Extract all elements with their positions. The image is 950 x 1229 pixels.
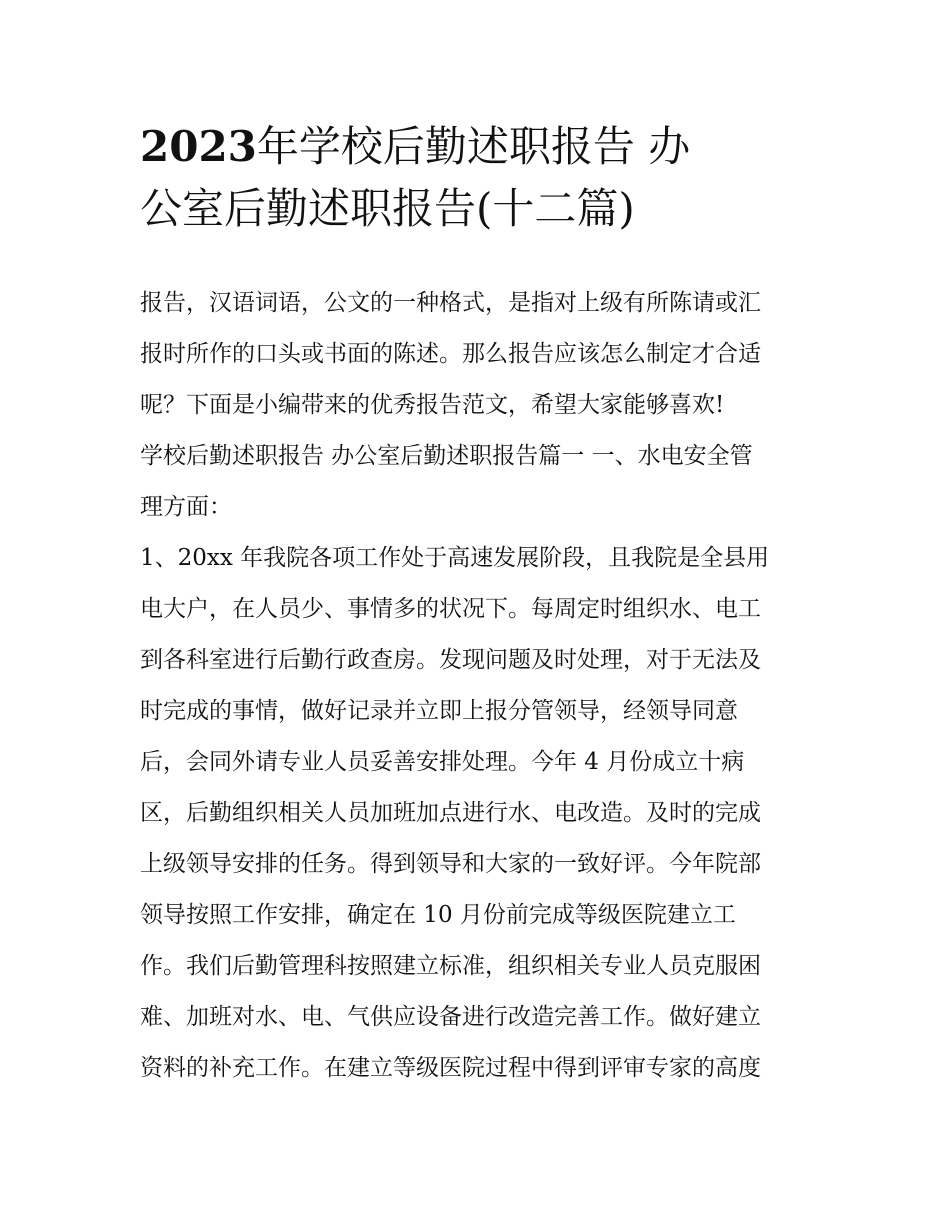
body-line: 领导按照工作安排，确定在 10 月份前完成等级医院建立工: [140, 902, 736, 928]
document-body: [140, 278, 820, 1094]
body-line: 到各科室进行后勤行政查房。发现问题及时处理，对于无法及: [140, 647, 761, 673]
body-line: 报时所作的口头或书面的陈述。那么报告应该怎么制定才合适: [140, 341, 761, 367]
title-line-1-text: 年学校后勤述职报告 办: [256, 122, 691, 171]
body-line: 呢？下面是小编带来的优秀报告范文，希望大家能够喜欢!: [140, 392, 725, 418]
title-line-2: 公室后勤述职报告(十二篇): [140, 184, 635, 233]
title-line-1: [140, 116, 820, 178]
body-line: 作。我们后勤管理科按照建立标准，组织相关专业人员克服困: [140, 953, 761, 979]
body-line: 报告，汉语词语，公文的一种格式，是指对上级有所陈请或汇: [140, 290, 761, 316]
body-line: 1、20xx 年我院各项工作处于高速发展阶段，且我院是全县用: [140, 545, 770, 571]
body-line: 时完成的事情，做好记录并立即上报分管领导，经领导同意: [140, 698, 738, 724]
document-title: [140, 116, 820, 240]
body-line: 学校后勤述职报告 办公室后勤述职报告篇一 一、水电安全管: [140, 443, 753, 469]
body-line: 难、加班对水、电、气供应设备进行改造完善工作。做好建立: [140, 1004, 761, 1030]
body-line: 资料的补充工作。在建立等级医院过程中得到评审专家的高度: [140, 1055, 761, 1081]
title-year: 2023: [140, 122, 257, 171]
body-line: 电大户，在人员少、事情多的状况下。每周定时组织水、电工: [140, 596, 761, 622]
body-line: 后，会同外请专业人员妥善安排处理。今年 4 月份成立十病: [140, 749, 745, 775]
body-line: 上级领导安排的任务。得到领导和大家的一致好评。今年院部: [140, 851, 761, 877]
body-line: 区，后勤组织相关人员加班加点进行水、电改造。及时的完成: [140, 800, 761, 826]
body-line: 理方面：: [140, 494, 232, 520]
